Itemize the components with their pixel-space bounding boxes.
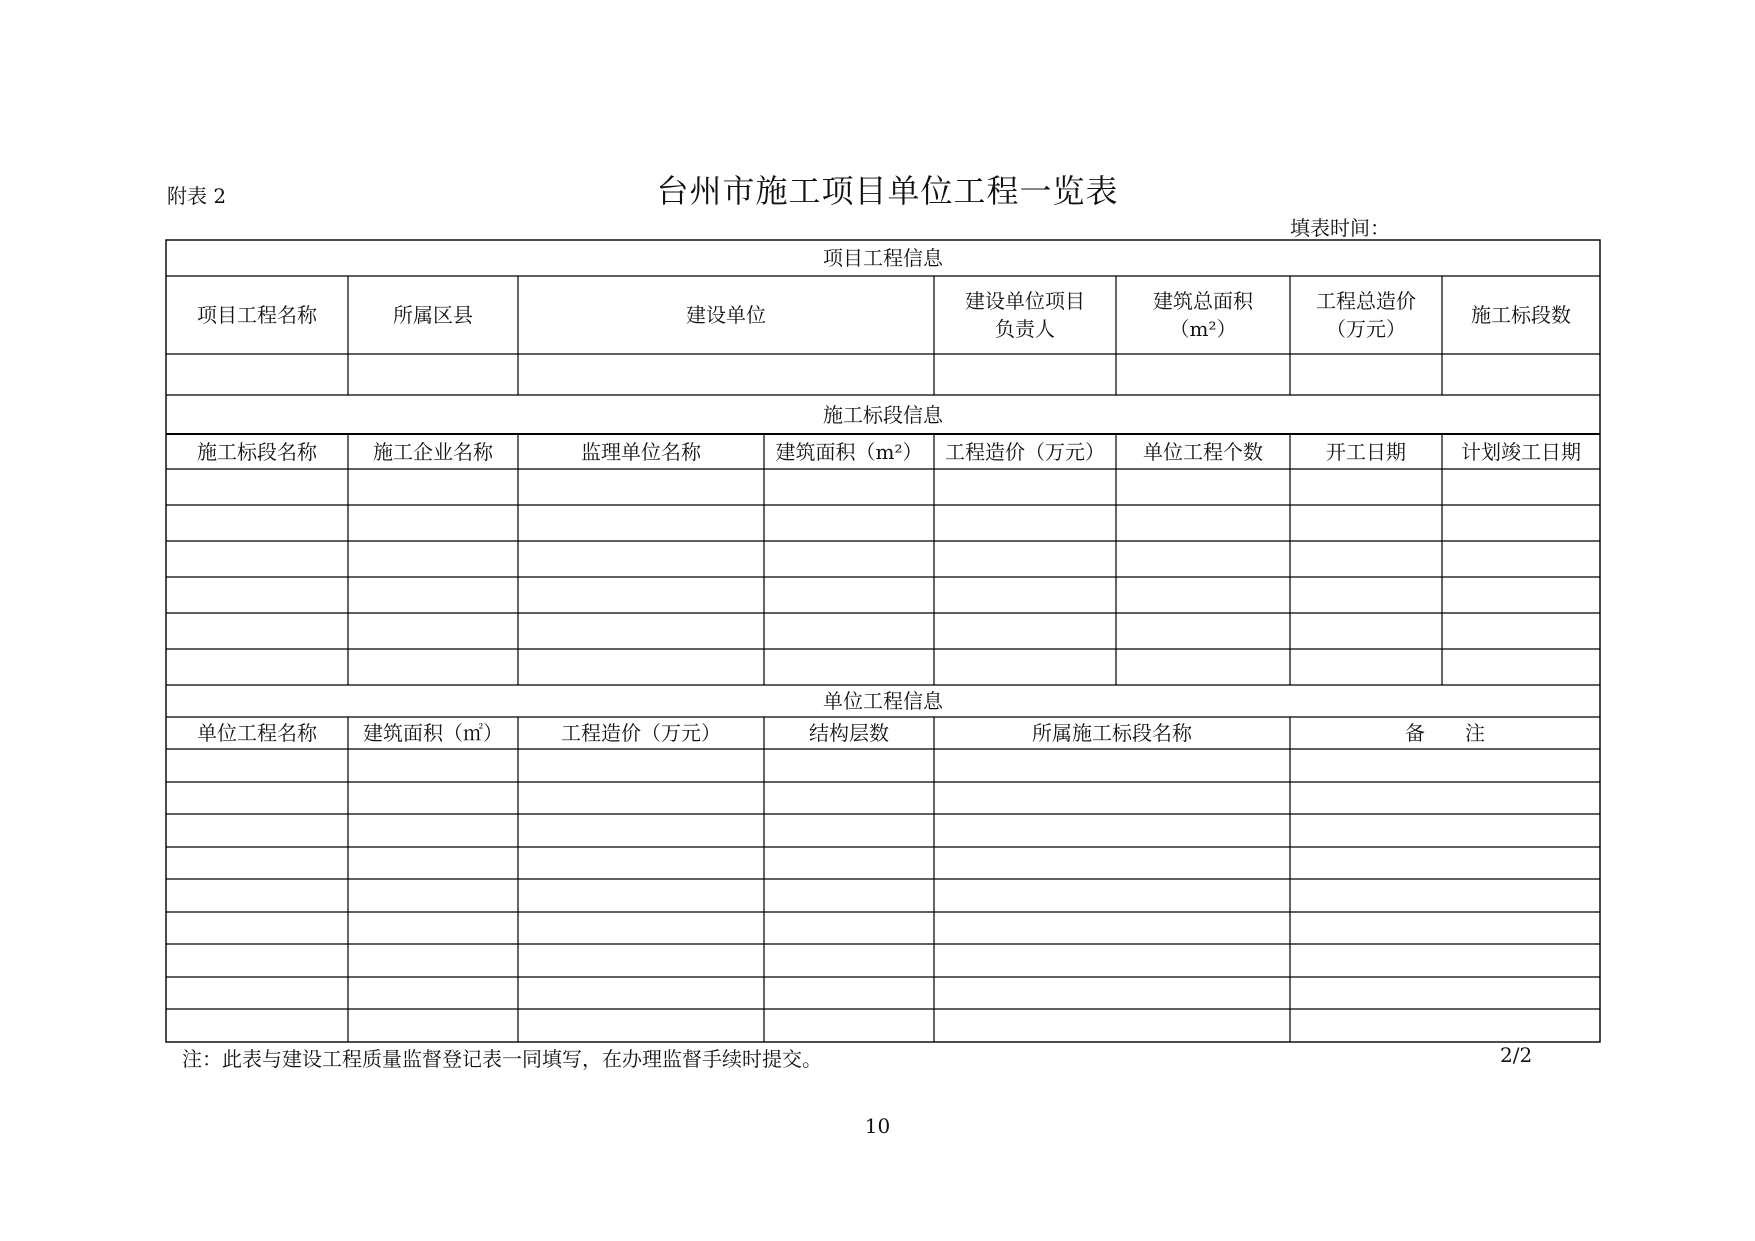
bid-col-name: 施工标段名称 <box>197 439 317 464</box>
project-col-bid-count: 施工标段数 <box>1471 303 1571 327</box>
project-col-name: 项目工程名称 <box>197 303 317 327</box>
bid-col-contractor: 施工企业名称 <box>373 439 493 464</box>
section-heading-unit: 单位工程信息 <box>823 689 943 713</box>
project-col-builder-manager: 建设单位项目 负责人 <box>965 289 1085 341</box>
unit-col-name: 单位工程名称 <box>197 721 317 745</box>
bid-col-start-date: 开工日期 <box>1326 439 1406 464</box>
project-col-total-cost: 工程总造价 （万元） <box>1316 289 1416 341</box>
bid-col-cost: 工程造价（万元） <box>945 439 1105 464</box>
unit-col-remarks: 备 注 <box>1405 721 1485 745</box>
page-title: 台州市施工项目单位工程一览表 <box>656 172 1119 210</box>
project-col-builder: 建设单位 <box>686 303 766 327</box>
attachment-label: 附表 2 <box>167 184 227 208</box>
bid-col-area: 建筑面积（m²） <box>775 439 923 464</box>
project-col-total-area: 建筑总面积 （m²） <box>1153 289 1253 341</box>
section-heading-bid: 施工标段信息 <box>823 402 943 427</box>
bid-col-supervisor: 监理单位名称 <box>581 439 701 464</box>
page-number: 10 <box>864 1114 891 1138</box>
unit-col-floors: 结构层数 <box>809 721 889 745</box>
bid-col-unit-count: 单位工程个数 <box>1143 439 1263 464</box>
bid-col-planned-completion: 计划竣工日期 <box>1461 439 1581 464</box>
unit-col-area: 建筑面积（㎡） <box>363 721 503 745</box>
unit-col-bid-name: 所属施工标段名称 <box>1032 721 1192 745</box>
section-heading-project: 项目工程信息 <box>823 246 943 270</box>
project-col-district: 所属区县 <box>393 303 473 327</box>
fill-time-label: 填表时间： <box>1290 216 1390 240</box>
unit-col-cost: 工程造价（万元） <box>561 721 721 745</box>
page-fraction: 2/2 <box>1500 1043 1533 1067</box>
footer-note: 注：此表与建设工程质量监督登记表一同填写，在办理监督手续时提交。 <box>182 1047 822 1071</box>
